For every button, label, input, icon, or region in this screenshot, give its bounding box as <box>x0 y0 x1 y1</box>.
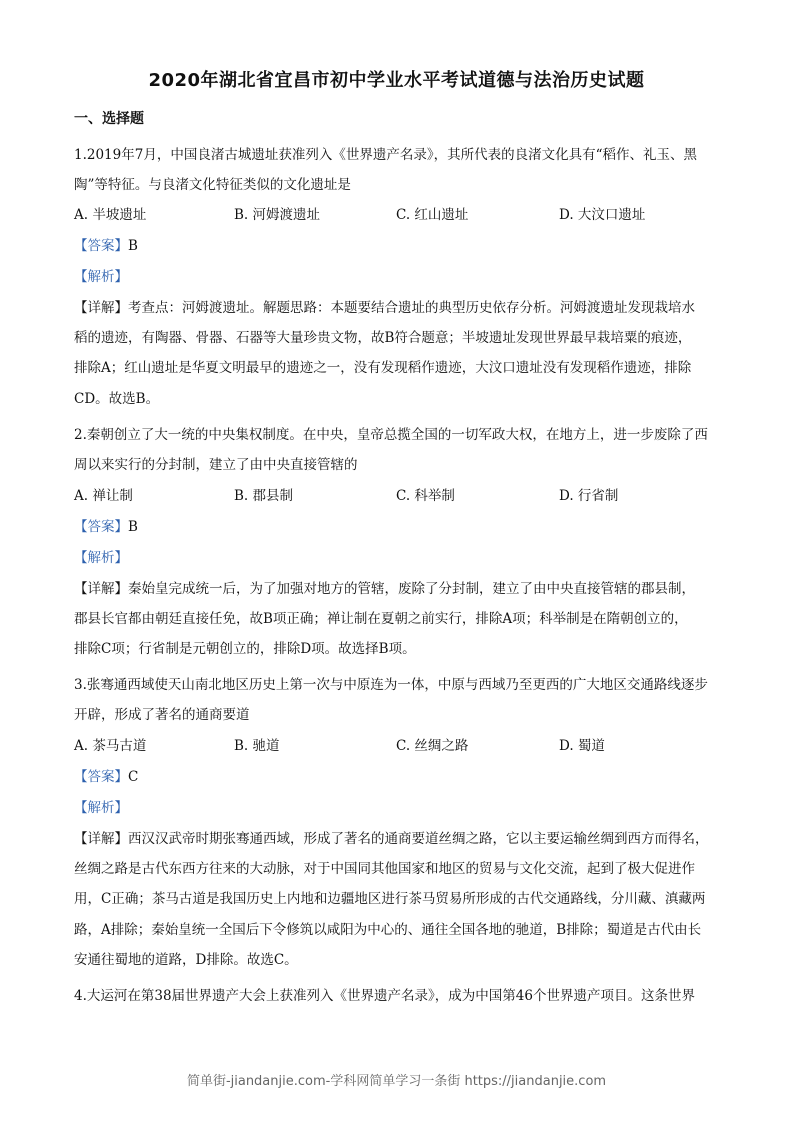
answer-tag: 【答案】 <box>74 769 128 785</box>
answer-tag: 【答案】 <box>74 519 128 535</box>
question-2-detail-line-3: 排除C项；行省制是元朝创立的，排除D项。故选择B项。 <box>74 641 416 657</box>
answer-value: B <box>128 519 138 535</box>
question-1-detail-line-3: 排除A；红山遗址是华夏文明最早的遗迹之一，没有发现稻作遗迹，大汶口遗址没有发现稻作遗迹，排除 <box>74 360 692 376</box>
question-1-option-d: D. 大汶口遗址 <box>559 207 646 223</box>
question-1-detail-line-2: 稻的遗迹，有陶器、骨器、石器等大量珍贵文物，故B符合题意；半坡遗址发现世界最早栽培粟的痕迹， <box>74 330 692 346</box>
question-2-stem-line-1: 2.秦朝创立了大一统的中央集权制度。在中央，皇帝总揽全国的一切军政大权，在地方上，进一步废除了西 <box>74 427 708 443</box>
section-heading: 一、选择题 <box>74 111 144 127</box>
question-2-detail-line-1: 【详解】秦始皇完成统一后，为了加强对地方的管辖，废除了分封制，建立了由中央直接管辖的郡县制， <box>74 581 695 597</box>
question-2-analysis-tag: 【解析】 <box>74 550 128 566</box>
question-1-option-a: A. 半坡遗址 <box>74 207 147 223</box>
page-footer: 简单街-jiandanjie.com-学科网简单学习一条街 https://jiandanjie.com <box>186 1074 607 1089</box>
question-1-stem-line-1: 1.2019年7月，中国良渚古城遗址获准列入《世界遗产名录》，其所代表的良渚文化具有“稻作、礼玉、黑 <box>74 147 697 163</box>
question-2-option-a: A. 禅让制 <box>74 488 133 504</box>
question-2-option-b: B. 郡县制 <box>234 488 294 504</box>
question-3-detail-line-5: 安通往蜀地的道路，D排除。故选C。 <box>74 952 298 968</box>
page-title: 2020年湖北省宜昌市初中学业水平考试道德与法治历史试题 <box>148 70 645 91</box>
question-3-option-b: B. 驰道 <box>234 738 280 754</box>
question-3-detail-line-2: 丝绸之路是古代东西方往来的大动脉，对于中国同其他国家和地区的贸易与文化交流，起到了极大促进作 <box>74 861 695 877</box>
question-2-detail-line-2: 郡县长官都由朝廷直接任免，故B项正确；禅让制在夏朝之前实行，排除A项；科举制是在隋朝创立的， <box>74 611 688 627</box>
question-2-answer <box>74 515 138 535</box>
question-1-stem-line-2: 陶”等特征。与良渚文化特征类似的文化遗址是 <box>74 177 351 193</box>
question-1-option-b: B. 河姆渡遗址 <box>234 207 321 223</box>
answer-value: C <box>128 769 139 785</box>
question-1-analysis-tag: 【解析】 <box>74 269 128 285</box>
question-1-option-c: C. 红山遗址 <box>396 207 469 223</box>
question-3-option-c: C. 丝绸之路 <box>396 738 469 754</box>
question-4-stem-line-1: 4.大运河在第38届世界遗产大会上获准列入《世界遗产名录》，成为中国第46个世界遗产项目。这条世界 <box>74 988 695 1004</box>
question-1-answer <box>74 234 138 254</box>
question-3-option-a: A. 茶马古道 <box>74 738 147 754</box>
question-3-answer <box>74 765 138 785</box>
question-2-option-c: C. 科举制 <box>396 488 455 504</box>
question-3-stem-line-2: 开辟，形成了著名的通商要道 <box>74 707 250 723</box>
question-1-detail-line-1: 【详解】考查点：河姆渡遗址。解题思路：本题要结合遗址的典型历史依存分析。河姆渡遗址发现栽培水 <box>74 300 695 316</box>
question-3-detail-line-1: 【详解】西汉汉武帝时期张骞通西域，形成了著名的通商要道丝绸之路，它以主要运输丝绸到西方而得名， <box>74 831 709 847</box>
question-3-analysis-tag: 【解析】 <box>74 800 128 816</box>
question-1-detail-line-4: CD。故选B。 <box>74 391 160 407</box>
question-2-option-d: D. 行省制 <box>559 488 619 504</box>
question-2-stem-line-2: 周以来实行的分封制，建立了由中央直接管辖的 <box>74 457 358 473</box>
question-3-option-d: D. 蜀道 <box>559 738 605 754</box>
question-3-detail-line-3: 用，C正确；茶马古道是我国历史上内地和边疆地区进行茶马贸易所形成的古代交通路线，分川藏、滇藏两 <box>74 891 706 907</box>
answer-value: B <box>128 238 138 254</box>
question-3-stem-line-1: 3.张骞通西域使天山南北地区历史上第一次与中原连为一体，中原与西域乃至更西的广大地区交通路线逐步 <box>74 677 708 693</box>
question-3-detail-line-4: 路，A排除；秦始皇统一全国后下令修筑以咸阳为中心的、通往全国各地的驰道，B排除；蜀道是古代由长 <box>74 922 702 938</box>
answer-tag: 【答案】 <box>74 238 128 254</box>
